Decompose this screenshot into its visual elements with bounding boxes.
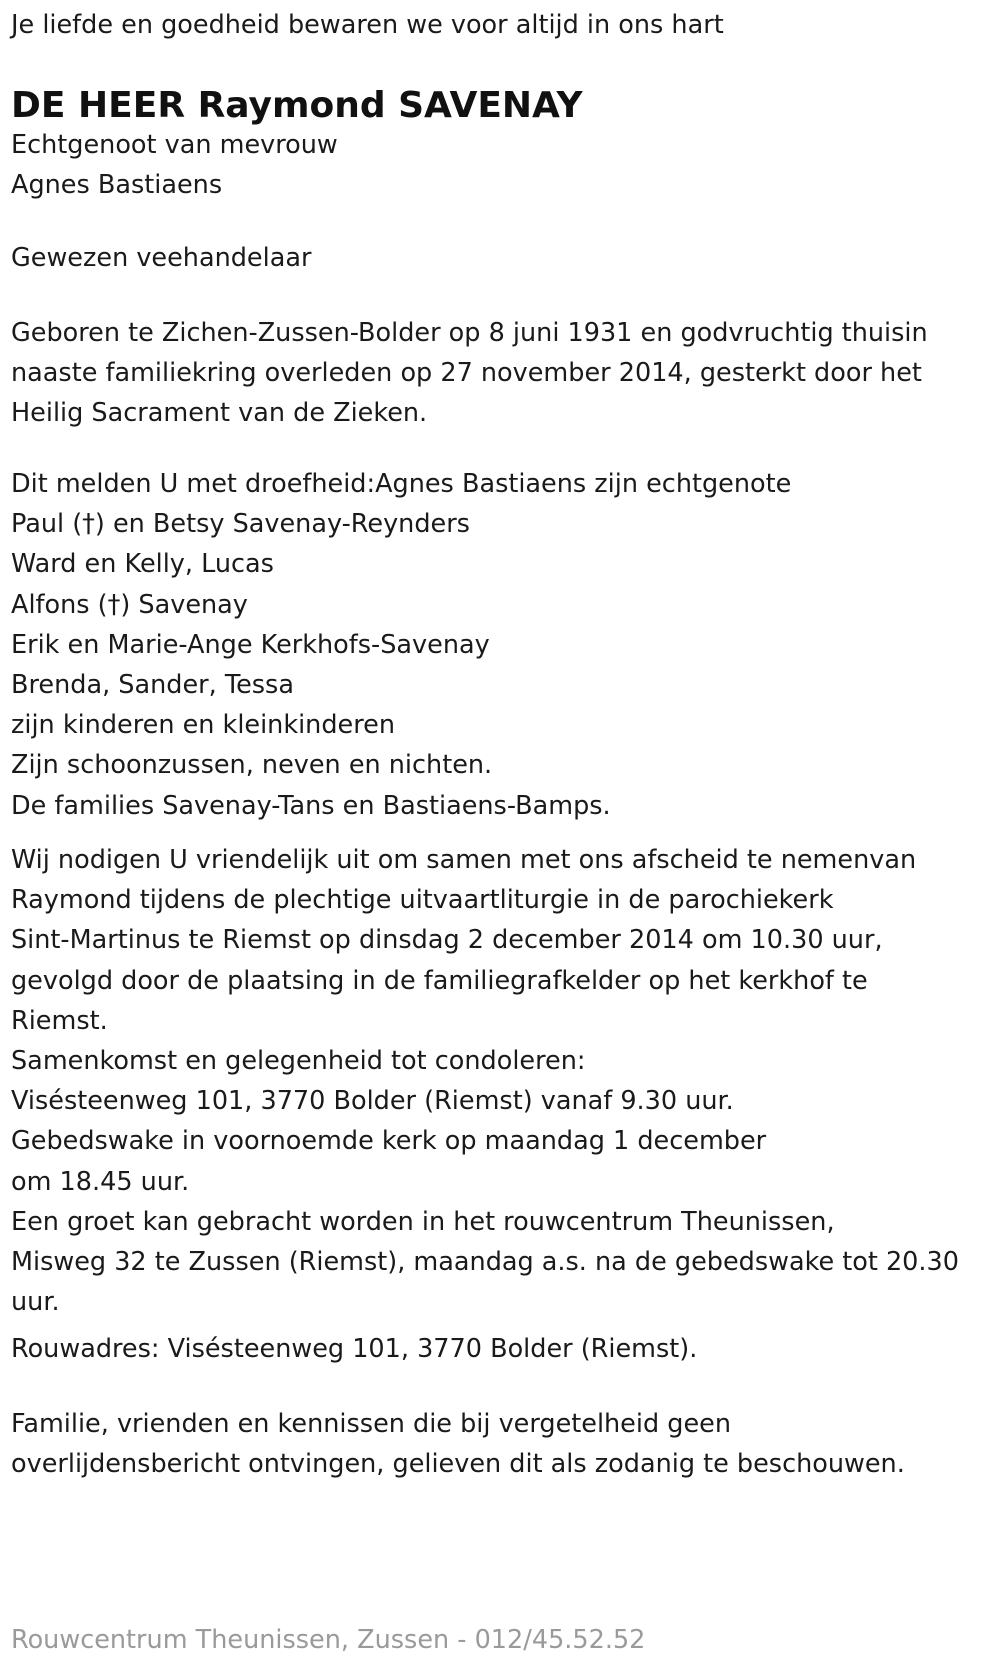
funeral-line: om 18.45 uur. xyxy=(11,1166,190,1197)
birth-death-line: Geboren te Zichen-Zussen-Bolder op 8 juni 1931 en godvruchtig thuisin xyxy=(11,318,928,348)
funeral-line: Misweg 32 te Zussen (Riemst), maandag a.s. na de gebedswake tot 20.30 xyxy=(11,1247,959,1278)
funeral-block xyxy=(11,840,959,1322)
funeral-line: Gebedswake in voornoemde kerk op maandag 1 december xyxy=(11,1126,767,1157)
notice-line: overlijdensbericht ontvingen, gelieven dit als zodanig te beschouwen. xyxy=(11,1449,905,1480)
family-line: Ward en Kelly, Lucas xyxy=(11,549,274,580)
spouse-line: Echtgenoot van mevrouw xyxy=(11,130,338,160)
address-block xyxy=(11,1329,697,1369)
spouse-name: Agnes Bastiaens xyxy=(11,170,223,201)
family-line: Alfons (†) Savenay xyxy=(11,589,248,620)
family-block xyxy=(11,464,791,826)
family-line: Zijn schoonzussen, neven en nichten. xyxy=(11,750,493,781)
family-line: De families Savenay-Tans en Bastiaens-Bamps. xyxy=(11,790,611,821)
occupation-block xyxy=(11,238,311,278)
funeral-line: Samenkomst en gelegenheid tot condoleren: xyxy=(11,1046,586,1077)
occupation-line: Gewezen veehandelaar xyxy=(11,243,312,273)
notice-block xyxy=(11,1404,905,1484)
family-line: Paul (†) en Betsy Savenay-Reynders xyxy=(11,509,470,540)
deceased-name-title: DE HEER Raymond SAVENAY xyxy=(11,85,583,126)
funeral-line: Raymond tijdens de plechtige uitvaartliturgie in de parochiekerk xyxy=(11,885,834,916)
family-line: Erik en Marie-Ange Kerkhofs-Savenay xyxy=(11,629,490,660)
funeral-line: Een groet kan gebracht worden in het rouwcentrum Theunissen, xyxy=(11,1206,835,1237)
family-line: zijn kinderen en kleinkinderen xyxy=(11,710,395,741)
birth-death-line: naaste familiekring overleden op 27 november 2014, gesterkt door het xyxy=(11,358,922,389)
funeral-line: Riemst. xyxy=(11,1005,108,1036)
spouse-block xyxy=(11,125,338,205)
birth-death-line: Heilig Sacrament van de Zieken. xyxy=(11,398,428,429)
family-line: Brenda, Sander, Tessa xyxy=(11,670,294,701)
mourning-address: Rouwadres: Visésteenweg 101, 3770 Bolder (Riemst). xyxy=(11,1334,698,1364)
funeral-line: uur. xyxy=(11,1287,60,1318)
notice-line: Familie, vrienden en kennissen die bij vergetelheid geen xyxy=(11,1409,731,1439)
funeral-line: Visésteenweg 101, 3770 Bolder (Riemst) vanaf 9.30 uur. xyxy=(11,1086,734,1117)
family-line: Dit melden U met droefheid:Agnes Bastiaens zijn echtgenote xyxy=(11,469,792,499)
funeral-line: gevolgd door de plaatsing in de familiegrafkelder op het kerkhof te xyxy=(11,965,868,996)
funeral-line: Wij nodigen U vriendelijk uit om samen met ons afscheid te nemenvan xyxy=(11,845,917,875)
birth-death-block xyxy=(11,313,928,434)
intro-quote: Je liefde en goedheid bewaren we voor altijd in ons hart xyxy=(11,10,724,40)
funeral-home-footer: Rouwcentrum Theunissen, Zussen - 012/45.52.52 xyxy=(11,1625,646,1655)
funeral-line: Sint-Martinus te Riemst op dinsdag 2 december 2014 om 10.30 uur, xyxy=(11,925,883,956)
